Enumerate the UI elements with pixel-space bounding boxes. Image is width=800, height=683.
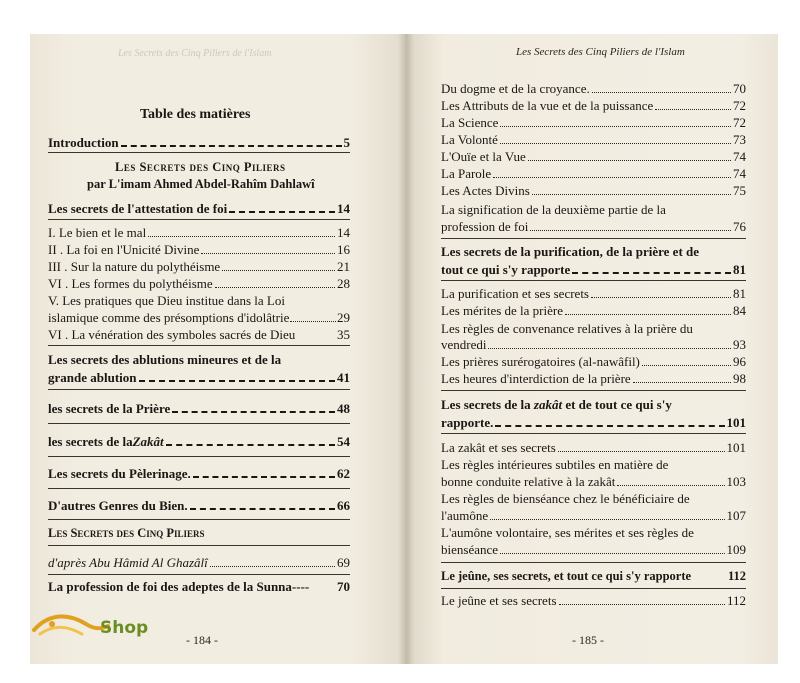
- divider: [48, 423, 350, 424]
- toc-entry-aumone-line1: L'aumône volontaire, ses mérites et ses règles de: [441, 525, 694, 540]
- toc-entry-regles-line1: Les règles intérieures subtiles en matière de: [441, 457, 669, 472]
- toc-entry-signification: profession de foi 76: [441, 219, 746, 234]
- divider: [48, 219, 350, 220]
- toc-entry: Le jeûne et ses secrets 112: [441, 593, 746, 608]
- toc-entry-signification-line1: La signification de la deuxième partie de la: [441, 202, 666, 217]
- toc-entry: I. Le bien et le mal 14: [48, 225, 350, 240]
- running-header: Les Secrets des Cinq Piliers de l'Islam: [516, 46, 685, 58]
- toc-entry: La purification et ses secrets 81: [441, 286, 746, 301]
- toc-entry: III . Sur la nature du polythéisme 21: [48, 259, 350, 274]
- divider: [48, 345, 350, 346]
- toc-entry: La Volonté 73: [441, 132, 746, 147]
- toc-entry: La Parole 74: [441, 166, 746, 181]
- page-number-right: - 185 -: [572, 633, 604, 647]
- divider: [48, 152, 350, 153]
- divider: [441, 433, 746, 434]
- toc-entry: La Science 72: [441, 115, 746, 130]
- toc-entry: VI . Les formes du polythéisme 28: [48, 276, 350, 291]
- toc-entry-purification: tout ce qui s'y rapporte 81: [441, 262, 746, 277]
- toc-entry-ablutions-line1: Les secrets des ablutions mineures et de la: [48, 352, 282, 367]
- logo-text: Shop: [100, 618, 149, 638]
- toc-entry-priere: les secrets de la Prière 48: [48, 401, 350, 416]
- toc-entry-attestation: Les secrets de l'attestation de foi 14: [48, 201, 350, 216]
- toc-entry-pelerinage: Les secrets du Pèlerinage. 62: [48, 466, 350, 481]
- divider: [48, 456, 350, 457]
- toc-entry-jeune-heading: Le jeûne, ses secrets, et tout ce qui s'y rapporte 112: [441, 569, 746, 583]
- divider: [441, 390, 746, 391]
- book-gutter: [398, 34, 414, 664]
- toc-entry-v-line1: V. Les pratiques que Dieu institue dans la Loi: [48, 293, 285, 308]
- divider: [48, 519, 350, 520]
- toc-entry-ghazali: d'après Abu Hâmid Al Ghazâlî 69: [48, 555, 350, 570]
- toc-entry: Les mérites de la prière 84: [441, 303, 746, 318]
- toc-entry-introduction: Introduction 5: [48, 135, 350, 150]
- section-author: par L'imam Ahmed Abdel-Rahîm Dahlawî: [87, 177, 315, 191]
- divider: [441, 562, 746, 563]
- toc-entry-convenance: vendredi 93: [441, 337, 746, 352]
- toc-entry-aumone: bienséance 109: [441, 542, 746, 557]
- toc-entry-zakat: les secrets de la Zakât 54: [48, 434, 350, 449]
- divider: [48, 488, 350, 489]
- toc-entry-v: islamique comme des présomptions d'idolâtrie 29: [48, 310, 350, 325]
- divider: [441, 588, 746, 589]
- ghost-header: Les Secrets des Cinq Piliers de l'Islam: [118, 48, 272, 59]
- toc-title: Table des matières: [140, 107, 251, 122]
- toc-entry: Les Actes Divins 75: [441, 183, 746, 198]
- toc-entry-zakat-line1: Les secrets de la zakât et de tout ce qui s'y: [441, 397, 672, 412]
- toc-entry-convenance-line1: Les règles de convenance relatives à la prière du: [441, 321, 693, 336]
- toc-entry-bienseance: l'aumône 107: [441, 508, 746, 523]
- page-number-left: - 184 -: [186, 633, 218, 647]
- toc-entry-zakat: rapporte. 101: [441, 415, 746, 430]
- toc-entry-autres: D'autres Genres du Bien. 66: [48, 498, 350, 513]
- toc-entry: Les heures d'interdiction de la prière 98: [441, 371, 746, 386]
- toc-entry: L'Ouïe et la Vue 74: [441, 149, 746, 164]
- toc-entry-ablutions: grande ablution 41: [48, 370, 350, 385]
- section-heading: Les Secrets des Cinq Piliers: [48, 526, 205, 540]
- toc-entry: VI . La vénération des symboles sacrés de Dieu 35: [48, 327, 350, 342]
- toc-entry: Du dogme et de la croyance. 70: [441, 81, 746, 96]
- divider: [441, 280, 746, 281]
- toc-entry: La zakât et ses secrets 101: [441, 440, 746, 455]
- toc-entry-bienseance-line1: Les règles de bienséance chez le bénéficiaire de: [441, 491, 690, 506]
- divider: [441, 238, 746, 239]
- divider: [48, 545, 350, 546]
- divider: [48, 389, 350, 390]
- section-heading: Les Secrets des Cinq Piliers: [115, 160, 286, 174]
- toc-entry-purification-line1: Les secrets de la purification, de la prière et de: [441, 244, 700, 259]
- toc-entry: Les prières surérogatoires (al-nawâfil) 96: [441, 354, 746, 369]
- toc-entry-regles: bonne conduite relative à la zakât 103: [441, 474, 746, 489]
- toc-entry-sunna: La profession de foi des adeptes de la Sunna---- 70: [48, 579, 350, 594]
- toc-entry: II . La foi en l'Unicité Divine 16: [48, 242, 350, 257]
- divider: [48, 574, 350, 575]
- toc-entry: Les Attributs de la vue et de la puissance 72: [441, 98, 746, 113]
